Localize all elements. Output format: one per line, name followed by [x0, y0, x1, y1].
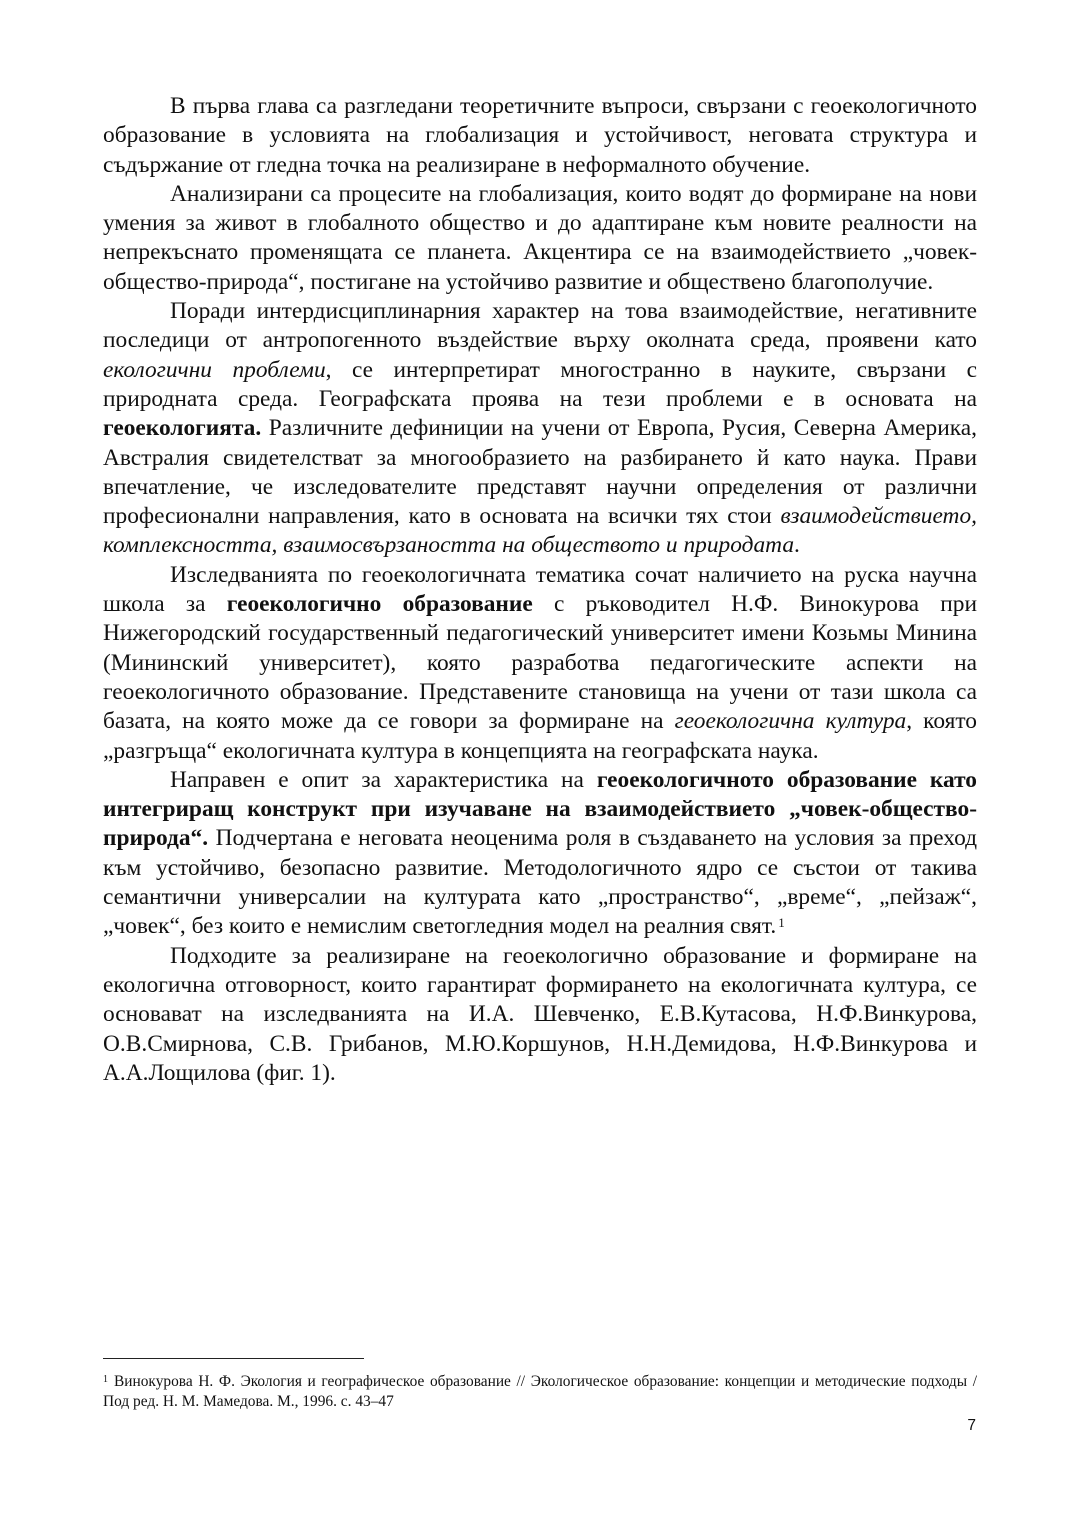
paragraph-4-text-c: с ръководител Н.Ф. Винокурова при Нижегородский государственный педагогический университет имени Козьмы Минина (Мининский университет), която разработва педагогическите аспекти на геоекологичното образование. Представените становища на учени от тази школа са базата, на която може да се говори за формиране на	[103, 591, 977, 735]
footnote-separator	[103, 1358, 364, 1359]
paragraph-4	[103, 561, 977, 766]
paragraph-6	[103, 942, 977, 1088]
paragraph-3	[103, 297, 977, 561]
body-text	[103, 92, 977, 1088]
paragraph-5	[103, 766, 977, 942]
paragraph-3-text-g: .	[794, 532, 800, 559]
footnote-text: Винокурова Н. Ф. Экология и географическое образование // Экологическое образование: концепции и методические подходы / Под ред. Н. М. Мамедова. М., 1996. с. 43–47	[103, 1373, 977, 1410]
paragraph-4-text-e: , която „разгръща“ екологичната култура в концепцията на географската наука.	[103, 708, 977, 764]
paragraph-4-italic-geoecological-culture: геоекологична култура	[674, 708, 907, 735]
paragraph-1-text: В първа глава са разгледани теоретичните въпроси, свързани с геоекологичното образование в условията на глобализация и устойчивост, неговата структура и съдържание от гледна точка на реализиране в неформалното обучение.	[103, 93, 977, 178]
paragraph-2	[103, 180, 977, 297]
paragraph-2-text: Анализирани са процесите на глобализация, които водят до формиране на нови умения за живот в глобалното общество и до адаптиране към новите реалности на непрекъснато променящата се планета. Акцентира се на взаимодействието „човек-общество-природа“, постигане на устойчиво развитие и обществено благополучие.	[103, 180, 977, 295]
paragraph-3-bold-geoecology: геоекологията.	[103, 415, 262, 442]
page-number: 7	[967, 1417, 976, 1434]
paragraph-5-bold-construct: геоекологичното образование като интегриращ конструкт при изучаване на взаимодействието „човек-общество-природа“.	[103, 766, 977, 852]
paragraph-3-text-e: Различните дефиниции на учени от Европа, Русия, Северна Америка, Австралия свидетелстват за многообразието на разбирането й като наука. Прави впечатление, че изследователите представят научни определения от различни професионални направления, като в основата на всички тях стои	[103, 415, 977, 530]
paragraph-4-text-a: Изследванията по геоекологичната тематика сочат наличието на руска научна школа за	[103, 561, 977, 618]
paragraph-5-text-a: Направен е опит за характеристика на	[170, 766, 597, 793]
paragraph-1	[103, 92, 977, 180]
paragraph-3-text-a: Поради интердисциплинарния характер на това взаимодействие, негативните последици от антропогенното въздействие върху околната среда, проявени като	[103, 298, 977, 354]
paragraph-3-italic-ecological-problems: екологични проблеми	[103, 356, 326, 383]
footnote-number: 1	[103, 1374, 108, 1385]
paragraph-6-text: Подходите за реализиране на геоекологично образование и формиране на екологична отговорност, които гарантират формирането на екологичната култура, се основават на изследванията на И.А. Шевченко, Е.В.Кутасова, Н.Ф.Винкурова, О.В.Смирнова, С.В. Грибанов, М.Ю.Коршунов, Н.Н.Демидова, Н.Ф.Винкурова и А.А.Лощилова (фиг. 1).	[103, 942, 977, 1086]
paragraph-3-text-c: , се интерпретират многостранно в науките, свързани с природната среда. Географската проява на тези проблеми е в основата на	[103, 356, 978, 412]
footnote-reference[interactable]: 1	[778, 915, 785, 931]
footnote	[103, 1372, 977, 1412]
paragraph-4-bold-geoecological-education: геоекологично образование	[226, 591, 533, 618]
paragraph-5-text-c: Подчертана е неговата неоценима роля в създаването на условия за преход към устойчиво, безопасно развитие. Методологичното ядро се състои от такива семантични универсалии на културата като „пространство“, „време“, „пейзаж“, „човек“, без които е немислим светогледния модел на реалния свят.	[103, 825, 977, 940]
paragraph-3-italic-interaction: взаимодействието, комплексността, взаимосвързаността на обществото и природата	[103, 503, 977, 559]
